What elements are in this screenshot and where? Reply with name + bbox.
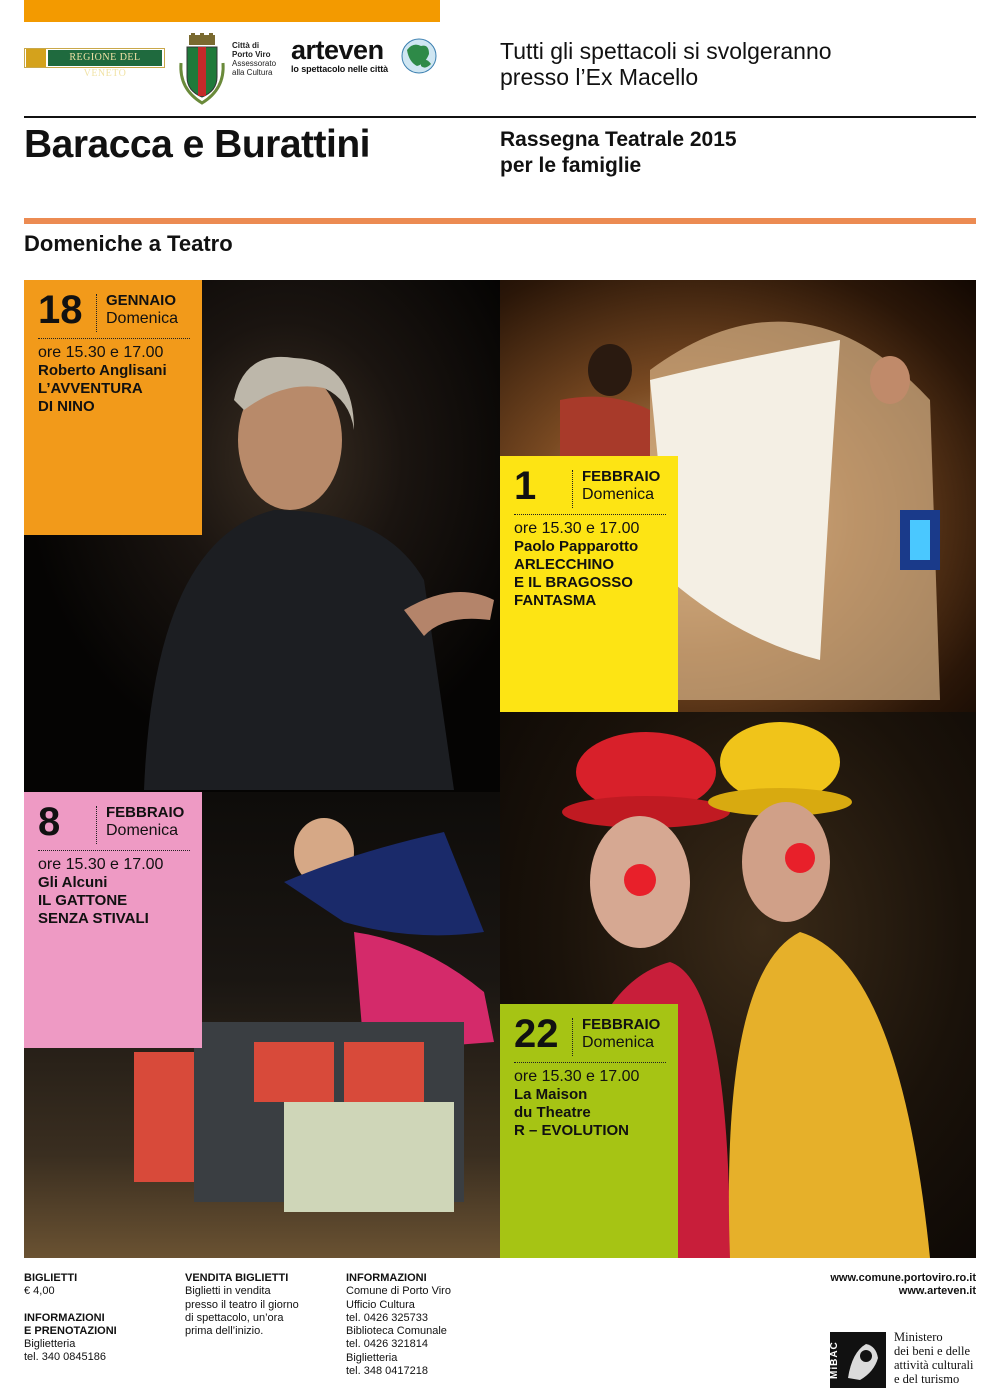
event-show-title: IL GATTONE SENZA STIVALI	[38, 892, 149, 927]
info-line-2: Ufficio Cultura	[346, 1298, 415, 1311]
sales-line-1: Biglietti in vendita	[185, 1285, 271, 1298]
event-time: ore 15.30 e 17.00	[514, 520, 640, 537]
info-line-3: tel. 0426 325733	[346, 1311, 428, 1324]
venue-intro	[500, 38, 832, 90]
bookings-heading-2: E PRENOTAZIONI	[24, 1324, 117, 1337]
event-performer: La Maison	[514, 1086, 588, 1103]
event-day: 8	[38, 800, 61, 844]
poster-subtitle	[500, 127, 737, 179]
event-card-4	[500, 1004, 678, 1258]
dept-line-2: alla Cultura	[232, 68, 273, 77]
arteven-name: arteven	[291, 35, 384, 65]
event-time: ore 15.30 e 17.00	[38, 344, 164, 361]
porto-viro-crest-icon	[177, 33, 227, 105]
event-weekday: Domenica	[106, 822, 179, 839]
dotted-separator	[38, 338, 190, 339]
event-show-title: ARLECCHINO E IL BRAGOSSO FANTASMA	[514, 556, 633, 609]
intro-line-1: Tutti gli spettacoli si svolgeranno	[500, 38, 832, 64]
dotted-separator	[514, 514, 666, 515]
top-orange-bar	[24, 0, 440, 22]
event-card-2	[500, 456, 678, 712]
event-day: 1	[514, 464, 537, 508]
sales-line-2: presso il teatro il giorno	[185, 1298, 299, 1311]
event-performer: Paolo Papparotto	[514, 538, 639, 555]
regione-veneto-logo-text: REGIONE DEL VENETO	[48, 50, 162, 66]
arteven-tagline: lo spettacolo nelle città	[291, 64, 389, 74]
footer-sales	[185, 1272, 299, 1338]
event-weekday: Domenica	[106, 310, 179, 327]
info-heading: INFORMAZIONI	[346, 1272, 427, 1284]
regione-veneto-logo	[24, 48, 165, 79]
tickets-heading: BIGLIETTI	[24, 1272, 78, 1284]
header-divider	[24, 116, 976, 118]
orange-divider	[24, 218, 976, 224]
event-day: 18	[38, 288, 83, 332]
event-weekday: Domenica	[582, 486, 655, 503]
sales-heading: VENDITA BIGLIETTI	[185, 1272, 289, 1284]
info-line-1: Comune di Porto Viro	[346, 1285, 451, 1298]
dotted-separator	[572, 1018, 573, 1056]
info-line-7: tel. 348 0417218	[346, 1365, 428, 1378]
event-performer: Gli Alcuni	[38, 874, 108, 891]
dotted-separator	[96, 806, 97, 844]
event-month: FEBBRAIO	[582, 468, 661, 485]
link-arteven[interactable]: www.arteven.it	[898, 1285, 976, 1298]
info-line-5: tel. 0426 321814	[346, 1338, 428, 1351]
dotted-separator	[96, 294, 97, 332]
event-day: 22	[514, 1012, 559, 1056]
dotted-separator	[572, 470, 573, 508]
intro-line-2: presso l’Ex Macello	[500, 64, 699, 90]
section-heading: Domeniche a Teatro	[24, 231, 233, 256]
info-line-4: Biblioteca Comunale	[346, 1325, 447, 1338]
event-time: ore 15.30 e 17.00	[38, 856, 164, 873]
sales-line-4: prima dell’inizio.	[185, 1325, 264, 1338]
event-card-1	[24, 280, 202, 535]
bookings-phone: tel. 340 0845186	[24, 1351, 106, 1364]
city-line-1: Città di	[232, 41, 260, 50]
event-show-title: du Theatre R – EVOLUTION	[514, 1104, 630, 1139]
subtitle-line-2: per le famiglie	[500, 154, 642, 177]
tickets-price: € 4,00	[24, 1285, 55, 1298]
sales-line-3: di spettacolo, un’ora	[185, 1311, 284, 1324]
city-department-text	[232, 41, 276, 77]
event-month: FEBBRAIO	[582, 1016, 661, 1033]
event-performer: Roberto Anglisani	[38, 362, 167, 379]
event-weekday: Domenica	[582, 1034, 655, 1051]
bookings-line-1: Biglietteria	[24, 1338, 76, 1351]
link-comune[interactable]: www.comune.portoviro.ro.it	[830, 1272, 976, 1284]
arteven-logo	[291, 36, 388, 74]
subtitle-line-1: Rassegna Teatrale 2015	[500, 128, 737, 151]
footer-info	[346, 1272, 451, 1378]
ministry-text: Ministero dei beni e delle attività culturali e del turismo	[894, 1330, 974, 1386]
event-month: FEBBRAIO	[106, 804, 185, 821]
dept-line-1: Assessorato	[232, 59, 277, 68]
event-card-3	[24, 792, 202, 1048]
event-time: ore 15.30 e 17.00	[514, 1068, 640, 1085]
dotted-separator	[38, 850, 190, 851]
poster-title: Baracca e Burattini	[24, 123, 370, 166]
footer-tickets	[24, 1272, 117, 1365]
event-month: GENNAIO	[106, 292, 177, 309]
dotted-separator	[514, 1062, 666, 1063]
info-line-6: Biglietteria	[346, 1351, 398, 1364]
city-line-2: Porto Viro	[232, 50, 271, 59]
bookings-heading-1: INFORMAZIONI	[24, 1311, 105, 1324]
mibac-label: MiBAC	[829, 1341, 840, 1379]
lion-of-st-mark-icon	[26, 49, 46, 67]
event-show-title: L’AVVENTURA DI NINO	[38, 380, 143, 415]
footer-links	[830, 1272, 976, 1299]
circuit-globe-icon	[399, 36, 439, 76]
